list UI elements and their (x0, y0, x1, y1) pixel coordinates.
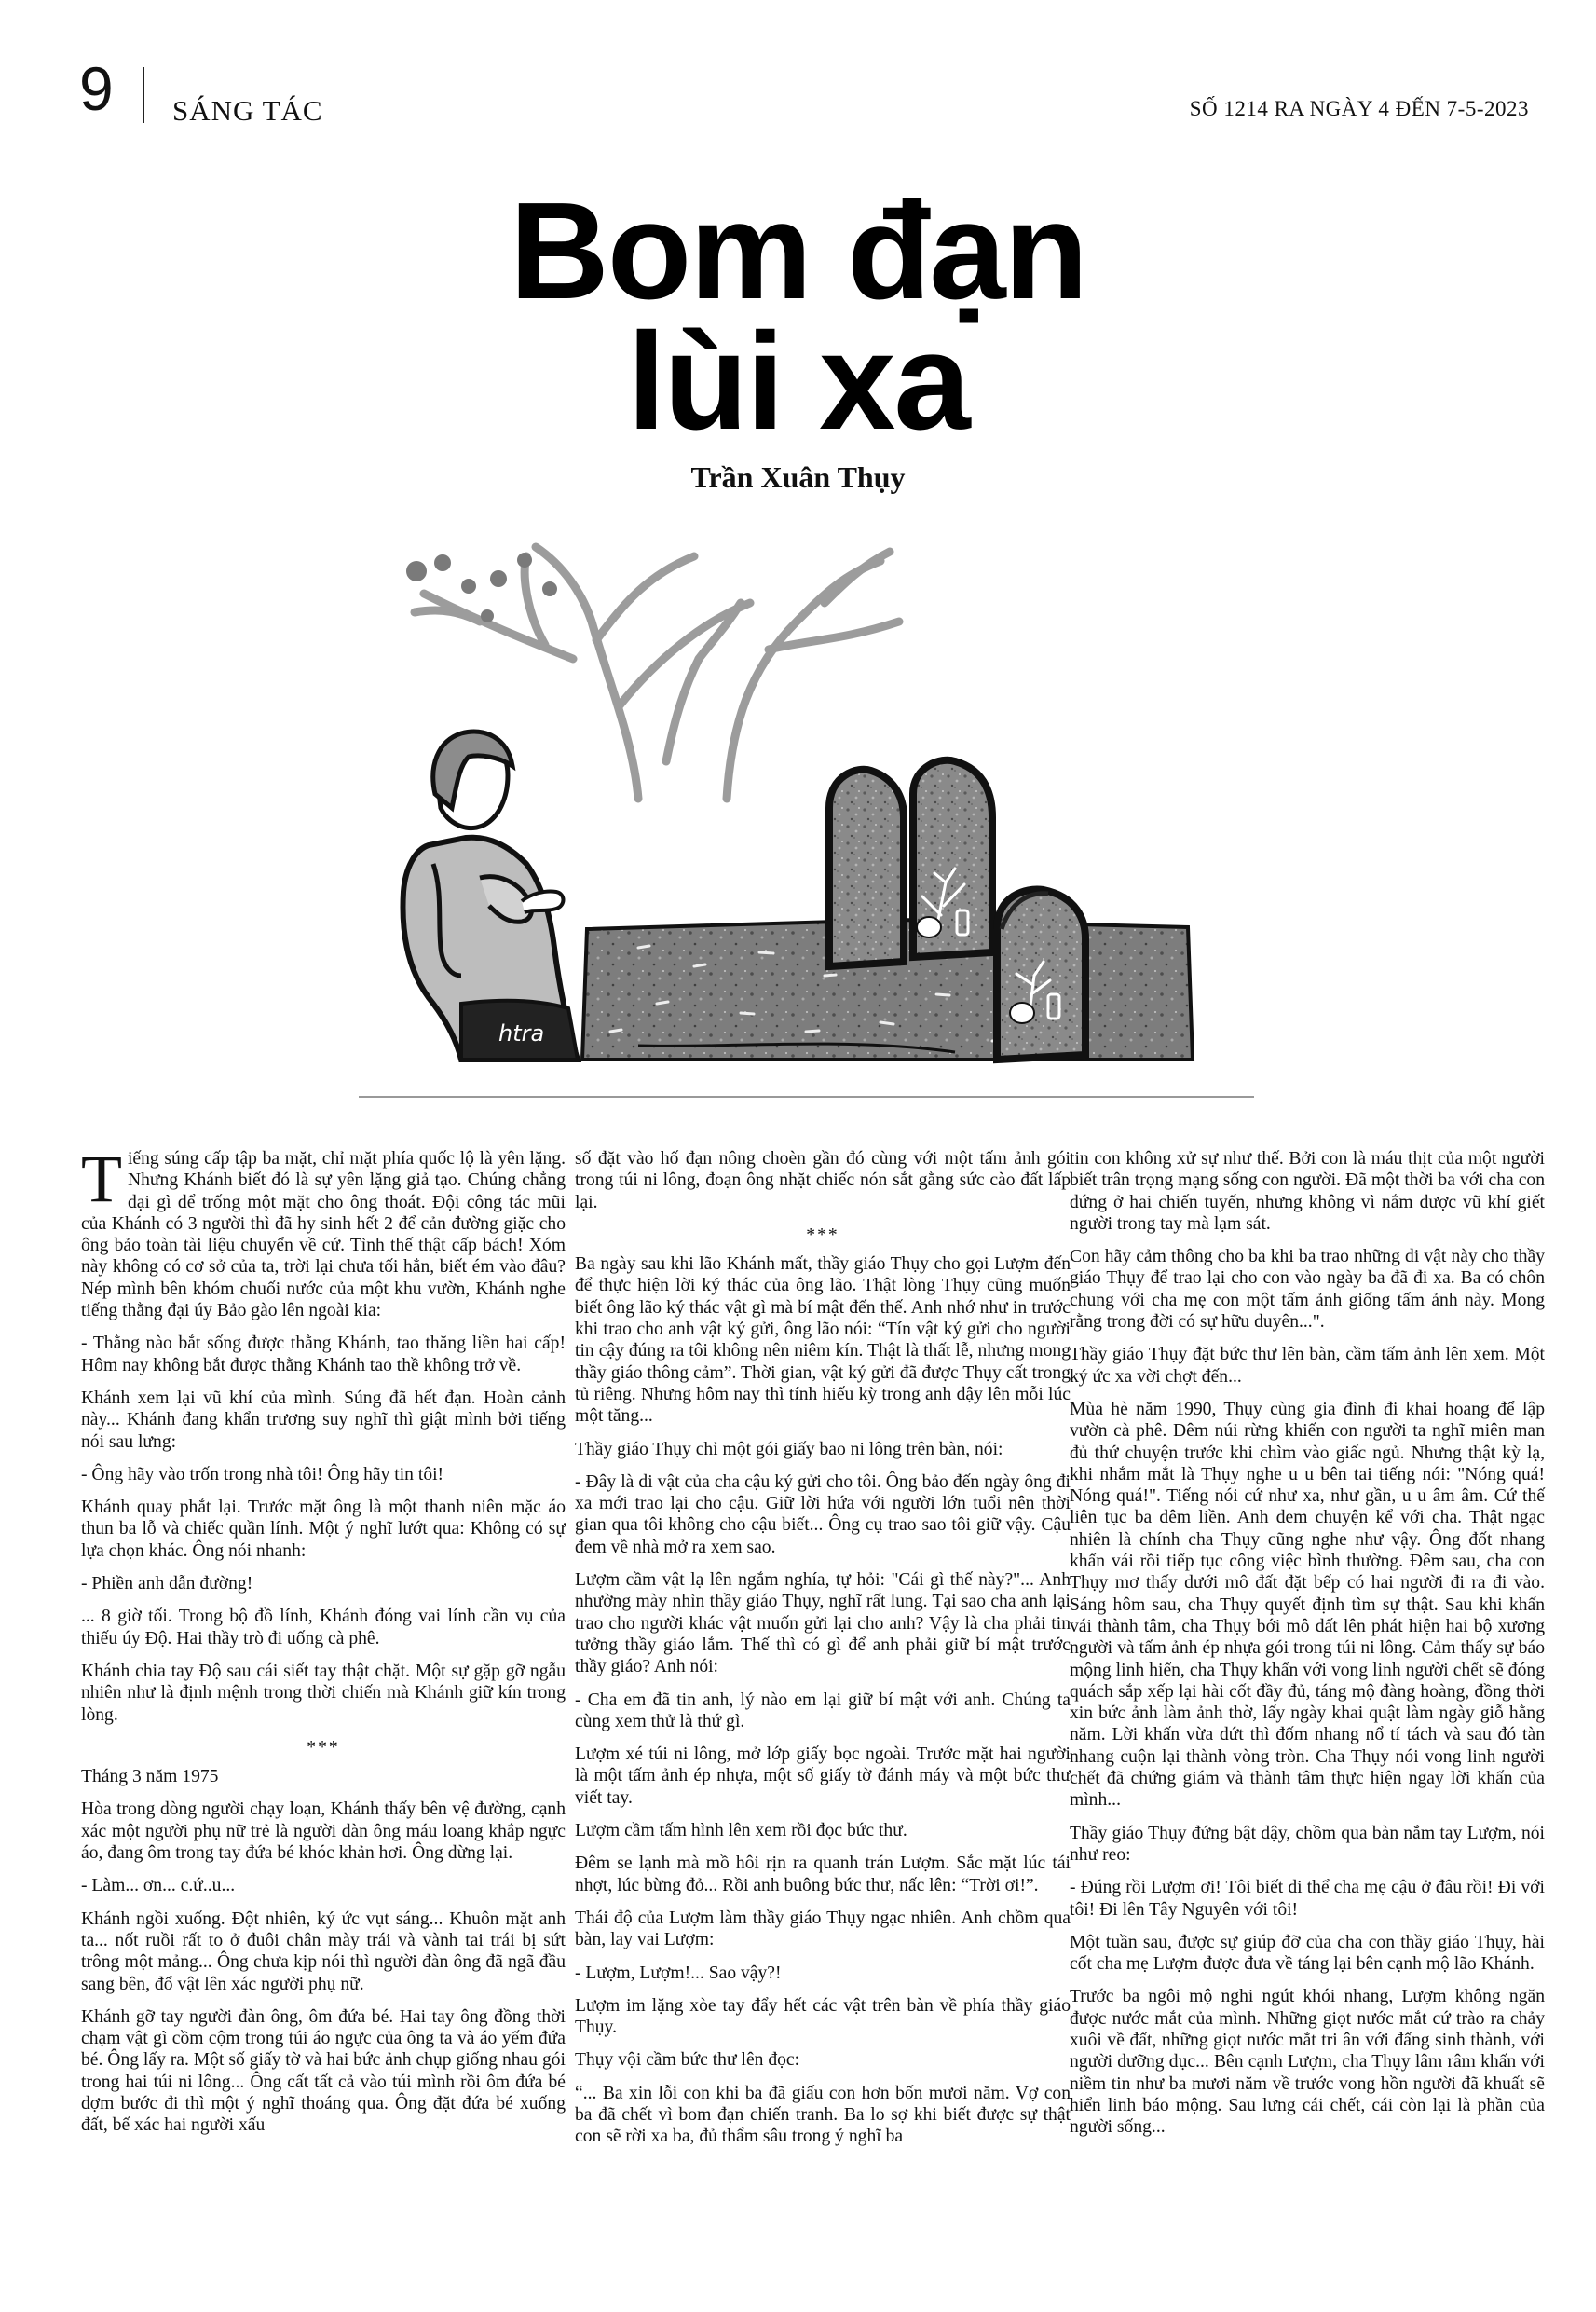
paragraph: Mùa hè năm 1990, Thụy cùng gia đình đi khai hoang để lập vườn cà phê. Đêm núi rừng khiến con người ta nghĩ miên man đủ thứ chuyện trước khi chìm vào giấc ngủ. Nhưng thật kỳ lạ, khi nhắm mắt là Thụy nghe u u bên tai tiếng nói: "Nóng quá! Nóng quá!". Tiếng nói cứ như xa, như gần, u u âm âm. Cứ thế liên tục ba đêm liền. Anh đem chuyện kể với cha. Thật ngạc nhiên là chính cha Thụy cũng nghe như vậy. Ông đốt nhang khấn vái rồi tiếp tục công việc bình thường. Đêm sau, cha con Thụy mơ thấy dưới mô đất đặt bếp có hai người đi ra đi vào. Sáng hôm sau, cha Thụy quyết định tìm sự thật. Sau khi khấn vái thành tâm, cha Thụy bới mô đất lên phát hiện hai bộ xương người và tấm ảnh ép nhựa gói trong túi ni lông. Cảm thấy sự báo mộng linh hiển, cha Thụy khấn với vong linh người chết sẽ đóng quách sắp xếp lại hài cốt đầy đủ, táng mộ đàng hoàng, đồng thời xin bức ảnh làm ảnh thờ, lấy ngày khai quật làm ngày giỗ hằng năm. Lời khấn vừa dứt thì đốm nhang nổ tí tách và sau đó tàn nhang cuộn lại thành vòng tròn. Cha Thụy nói vong linh người chết đã chứng giám và thành tâm thực hiện ngay lời khấn của mình... (1070, 1399, 1545, 1811)
paragraph: Đêm se lạnh mà mồ hôi rịn ra quanh trán Lượm. Sắc mặt lúc tái nhợt, lúc bừng đỏ... Rồi anh buông bức thư, nấc lên: “Trời ơi!”. (575, 1854, 1071, 1895)
paragraph: Thầy giáo Thụy chỉ một gói giấy bao ni lông trên bàn, nói: (575, 1439, 1003, 1459)
paragraph: Lượm im lặng xòe tay đẩy hết các vật trên bàn về phía thầy giáo Thụy. (575, 1995, 1071, 2038)
article-author: Trần Xuân Thụy (690, 460, 906, 494)
paragraph: Khánh chia tay Độ sau cái siết tay thật chặt. Một sự gặp gỡ ngẫu nhiên như là định mệnh trong thời chiến mà Khánh giữ kín trong lòng. (81, 1661, 566, 1725)
paragraph: Lượm cầm tấm hình lên xem rồi đọc bức thư. (575, 1821, 907, 1841)
article-column-2 (575, 1148, 1071, 2159)
section-title: SÁNG TÁC (172, 94, 323, 127)
paragraph: Khánh ngồi xuống. Đột nhiên, ký ức vụt sáng... Khuôn mặt anh ta... nốt ruồi rất to ở đuôi chân mày trái và vành tai trái bị sứt trông một mảng... Ông chưa kịp nói thì người đàn ông đã ngã đầu sang bên, đổ vật lên xác người phụ nữ. (81, 1908, 566, 1994)
paragraph: - Thằng nào bắt sống được thằng Khánh, tao thăng liền hai cấp! Hôm nay không bắt được thằng Khánh tao thề không trở về. (81, 1334, 566, 1375)
illustration-signature: htra (498, 1020, 545, 1047)
paragraph: - Cha em đã tin anh, lý nào em lại giữ bí mật với anh. Chúng ta cùng xem thử là thứ gì. (575, 1690, 1071, 1731)
section-separator: *** (806, 1224, 839, 1245)
paragraph: Khánh xem lại vũ khí của mình. Súng đã hết đạn. Hoàn cảnh này... Khánh đang khẩn trương suy nghĩ thì giật mình bởi tiếng nói sau lưng: (81, 1388, 566, 1452)
paragraph: - Ông hãy vào trốn trong nhà tôi! Ông hãy tin tôi! (81, 1464, 444, 1484)
paragraph: Ba ngày sau khi lão Khánh mất, thầy giáo Thụy cho gọi Lượm đến để thực hiện lời ký thác của ông lão. Thật lòng Thụy cũng muốn biết ông lão ký thác vật gì mà bí mật đến thế. Anh nhớ như in trước khi trao cho anh vật ký gửi, ông lão nói: “Tín vật ký gửi cho người tin cậy đúng ra tôi không nên niêm kín. Thật là thất lễ, nhưng mong thầy giáo thông cảm”. Thời gian, vật ký gửi đã được Thụy cất trong tủ riêng. Nhưng hôm nay thì tính hiếu kỳ trong anh dậy lên mỗi lúc một tăng... (575, 1254, 1071, 1427)
paragraph: Hòa trong dòng người chạy loạn, Khánh thấy bên vệ đường, cạnh xác một người phụ nữ trẻ là người đàn ông máu loang khắp ngực áo, đang ôm trong tay đứa bé khóc khản hơi. Ông dừng lại. (81, 1799, 566, 1864)
paragraph: ... 8 giờ tối. Trong bộ đồ lính, Khánh đóng vai lính cần vụ của thiếu úy Độ. Hai thầy trò đi uống cà phê. (81, 1607, 566, 1648)
article-title-line-1: Bom đạn (509, 174, 1087, 328)
paragraph: Thái độ của Lượm làm thầy giáo Thụy ngạc nhiên. Anh chồm qua bàn, lay vai Lượm: (575, 1908, 1071, 1950)
header-divider (143, 67, 144, 123)
paragraph: “... Ba xin lỗi con khi ba đã giấu con hơn bốn mươi năm. Vợ con ba đã chết vì bom đạn chiến tranh. Ba lo sợ khi biết được sự thật con sẽ rời xa ba, đủ thẩm sâu trong ý nghĩ ba (575, 2083, 1071, 2147)
paragraph: số đặt vào hố đạn nông choèn gần đó cùng với một tấm ảnh gói trong túi ni lông, đoạn ông nhặt chiếc nón sắt gằng sức cào đất lấp lại. (575, 1149, 1071, 1212)
paragraph: Lượm cầm vật lạ lên ngắm nghía, tự hỏi: "Cái gì thế này?"... Anh nhường mày nhìn thầy giáo Thụy, nghĩ rất lung. Tại sao cha anh lại trao cho người khác vật muốn gửi lại cho anh? Vậy là cha phải tin tưởng thầy giáo lắm. Thế thì có gì để anh phải giữ bí mật trước thầy giáo? Anh nói: (575, 1570, 1071, 1677)
article-title-line-2: lùi xa (627, 305, 969, 458)
issue-info: SỐ 1214 RA NGÀY 4 ĐẾN 7-5-2023 (1189, 97, 1529, 120)
page-number: 9 (79, 54, 114, 123)
paragraph: Khánh quay phắt lại. Trước mặt ông là một thanh niên mặc áo thun ba lỗ và chiếc quần lính. Một ý nghĩ lướt qua: Không có sự lựa chọn khác. Ông nói nhanh: (81, 1498, 566, 1561)
paragraph: Tháng 3 năm 1975 (81, 1767, 219, 1787)
paragraph: - Phiền anh dẫn đường! (81, 1574, 253, 1594)
paragraph: tin con không xử sự như thế. Bởi con là máu thịt của một người biết trân trọng mạng sống con người. Đã một thời ba với cha con đứng ở hai chiến tuyến, nhưng không vì nắm được vũ khí giết người trong tay mà lạm sát. (1070, 1149, 1545, 1234)
paragraph: Thầy giáo Thụy đứng bật dậy, chồm qua bàn nắm tay Lượm, nói như reo: (1070, 1823, 1545, 1865)
section-separator: *** (307, 1737, 340, 1758)
paragraph: - Làm... ơn... c.ứ..u... (81, 1876, 236, 1896)
paragraph: - Đúng rồi Lượm ơi! Tôi biết di thể cha mẹ cậu ở đâu rồi! Đi với tôi! Đi lên Tây Nguyên với tôi! (1070, 1878, 1545, 1920)
paragraph: Một tuần sau, được sự giúp đỡ của cha con thầy giáo Thụy, hài cốt cha mẹ Lượm được đưa về táng lại bên cạnh mộ lão Khánh. (1070, 1932, 1545, 1975)
article-illustration (359, 538, 1254, 1098)
paragraph: Trước ba ngôi mộ nghi ngút khói nhang, Lượm không ngăn được nước mắt của mình. Những giọt nước mắt cứ trào ra chảy xuôi về đất, những giọt nước mắt tri ân với đấng sinh thành, với người dưỡng dục... Bên cạnh Lượm, cha Thụy lâm râm khấn với niềm tin như ba mươi năm về trước vong hồn người đã khuất sẽ hiển linh báo mộng. Sau lưng cái chết, cái còn lại là phần của người sống... (1070, 1987, 1545, 2138)
paragraph: Thầy giáo Thụy đặt bức thư lên bàn, cầm tấm ảnh lên xem. Một ký ức xa vời chợt đến... (1070, 1345, 1545, 1387)
paragraph: Khánh gỡ tay người đàn ông, ôm đứa bé. Hai tay ông đồng thời chạm vật gì cồm cộm trong túi áo ngực của ông ta và áo yếm đứa bé. Ông lấy ra. Một số giấy tờ và hai bức ảnh chụp giống nhau gói trong hai túi ni lông... Ông cất tất cả vào túi mình rồi ôm đứa bé dợm bước đi thì một ý nghĩ thoáng qua. Ông đặt đứa bé xuống đất, bế xác hai người xấu (81, 2006, 566, 2136)
paragraph: Con hãy cảm thông cho ba khi ba trao những di vật này cho thầy giáo Thụy để trao lại cho con vào ngày ba đã đi xa. Ba có chôn chung với cha mẹ con một tấm ảnh giống tấm ảnh này. Mong rằng trong đời có sự hữu duyên...". (1070, 1247, 1545, 1333)
paragraph: Tiếng súng cấp tập ba mặt, chỉ mặt phía quốc lộ là yên lặng. Nhưng Khánh biết đó là sự yên lặng giả tạo. Chúng chẳng dại gì để trống một mặt cho ông thoát. Đội công tác mũi của Khánh có 3 người thì đã hy sinh hết 2 để cản đường giặc cho ông bảo toàn tài liệu chuyển về cứ. Tình thế thật cấp bách! Xóm này không có cơ sở của ta, trời lại chưa tối hẳn, biết ém vào đâu? Nép mình bên khóm chuối nước của một khu vườn, Khánh nghe tiếng thằng đại úy Bảo gào lên ngoài kia: (81, 1142, 566, 1321)
paragraph: - Lượm, Lượm!... Sao vậy?! (575, 1963, 782, 1983)
paragraph: Lượm xé túi ni lông, mở lớp giấy bọc ngoài. Trước mặt hai người là một tấm ảnh ép nhựa, một số giấy tờ đánh máy và một bức thư viết tay. (575, 1744, 1071, 1808)
article-column-3 (1070, 1148, 1545, 2149)
paragraph: - Đây là di vật của cha cậu ký gửi cho tôi. Ông bảo đến ngày ông đi xa mới trao lại cho cậu. Giữ lời hứa với người lớn tuổi nên thời gian qua tôi không cho cậu biết... Ông cụ trao sao tôi giữ vậy. Cậu đem về nhà mở ra xem sao. (575, 1471, 1071, 1557)
tombstone-left (829, 770, 904, 966)
dropcap: T (81, 1142, 122, 1216)
article-column-1 (81, 1142, 566, 2148)
paragraph: Thụy vội cầm bức thư lên đọc: (575, 2050, 800, 2071)
